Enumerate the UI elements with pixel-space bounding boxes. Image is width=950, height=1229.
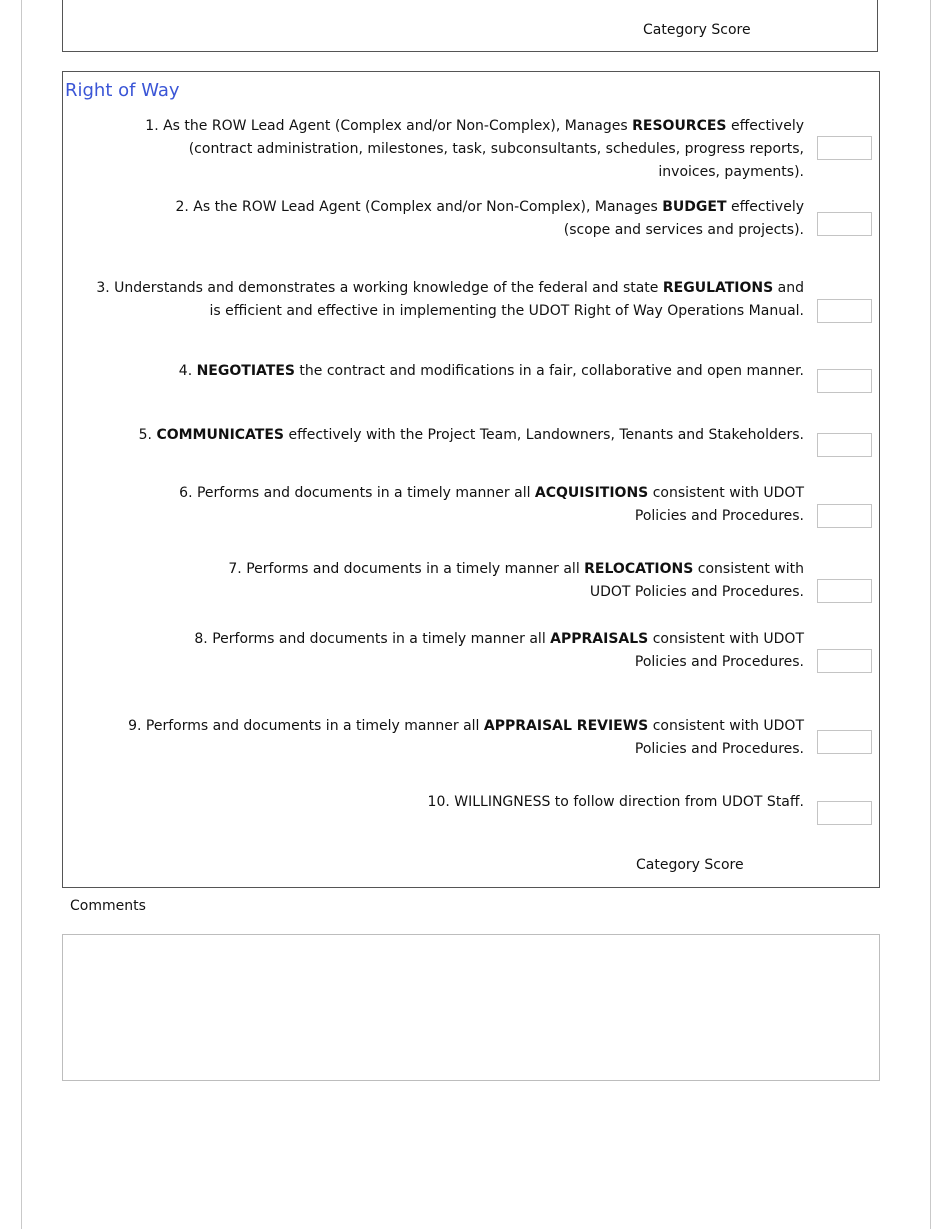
score-input-resources[interactable]: [817, 136, 872, 160]
section-title: Right of Way: [65, 80, 180, 101]
score-input-regulations[interactable]: [817, 299, 872, 323]
comments-textarea[interactable]: [62, 934, 880, 1081]
criterion-appraisal-reviews: 9. Performs and documents in a timely manner all APPRAISAL REVIEWS consistent with UDOT Policies and Procedures.: [128, 718, 804, 757]
criterion-budget: 2. As the ROW Lead Agent (Complex and/or Non-Complex), Manages BUDGET effectively (scope and services and projects).: [175, 199, 804, 238]
page-margin-right: [930, 0, 931, 1229]
score-input-negotiates[interactable]: [817, 369, 872, 393]
score-input-willingness[interactable]: [817, 801, 872, 825]
criterion-regulations: 3. Understands and demonstrates a working knowledge of the federal and state REGULATIONS and is efficient and effective in implementing the UDOT Right of Way Operations Manual.: [96, 280, 804, 319]
criterion-acquisitions: 6. Performs and documents in a timely manner all ACQUISITIONS consistent with UDOT Policies and Procedures.: [179, 485, 804, 524]
score-input-appraisals[interactable]: [817, 649, 872, 673]
criterion-negotiates: 4. NEGOTIATES the contract and modifications in a fair, collaborative and open manner.: [178, 363, 804, 379]
score-input-relocations[interactable]: [817, 579, 872, 603]
right-of-way-section: [62, 71, 880, 888]
category-score-label: Category Score: [643, 22, 751, 38]
criterion-appraisals: 8. Performs and documents in a timely manner all APPRAISALS consistent with UDOT Policies and Procedures.: [194, 631, 804, 670]
criterion-relocations: 7. Performs and documents in a timely manner all RELOCATIONS consistent with UDOT Policies and Procedures.: [228, 561, 804, 600]
criterion-communicates: 5. COMMUNICATES effectively with the Project Team, Landowners, Tenants and Stakeholders.: [138, 427, 804, 443]
score-input-appraisal-reviews[interactable]: [817, 730, 872, 754]
score-input-acquisitions[interactable]: [817, 504, 872, 528]
score-input-communicates[interactable]: [817, 433, 872, 457]
previous-category-box: [62, 0, 878, 52]
criterion-resources: 1. As the ROW Lead Agent (Complex and/or Non-Complex), Manages RESOURCES effectively (contract administration, milestones, task, subconsultants, schedules, progress reports, invoices, payments).: [145, 118, 804, 180]
page-margin-left: [21, 0, 22, 1229]
score-input-budget[interactable]: [817, 212, 872, 236]
criterion-willingness: 10. WILLINGNESS to follow direction from UDOT Staff.: [427, 794, 804, 810]
comments-label: Comments: [70, 898, 146, 914]
category-score-label: Category Score: [636, 857, 744, 873]
